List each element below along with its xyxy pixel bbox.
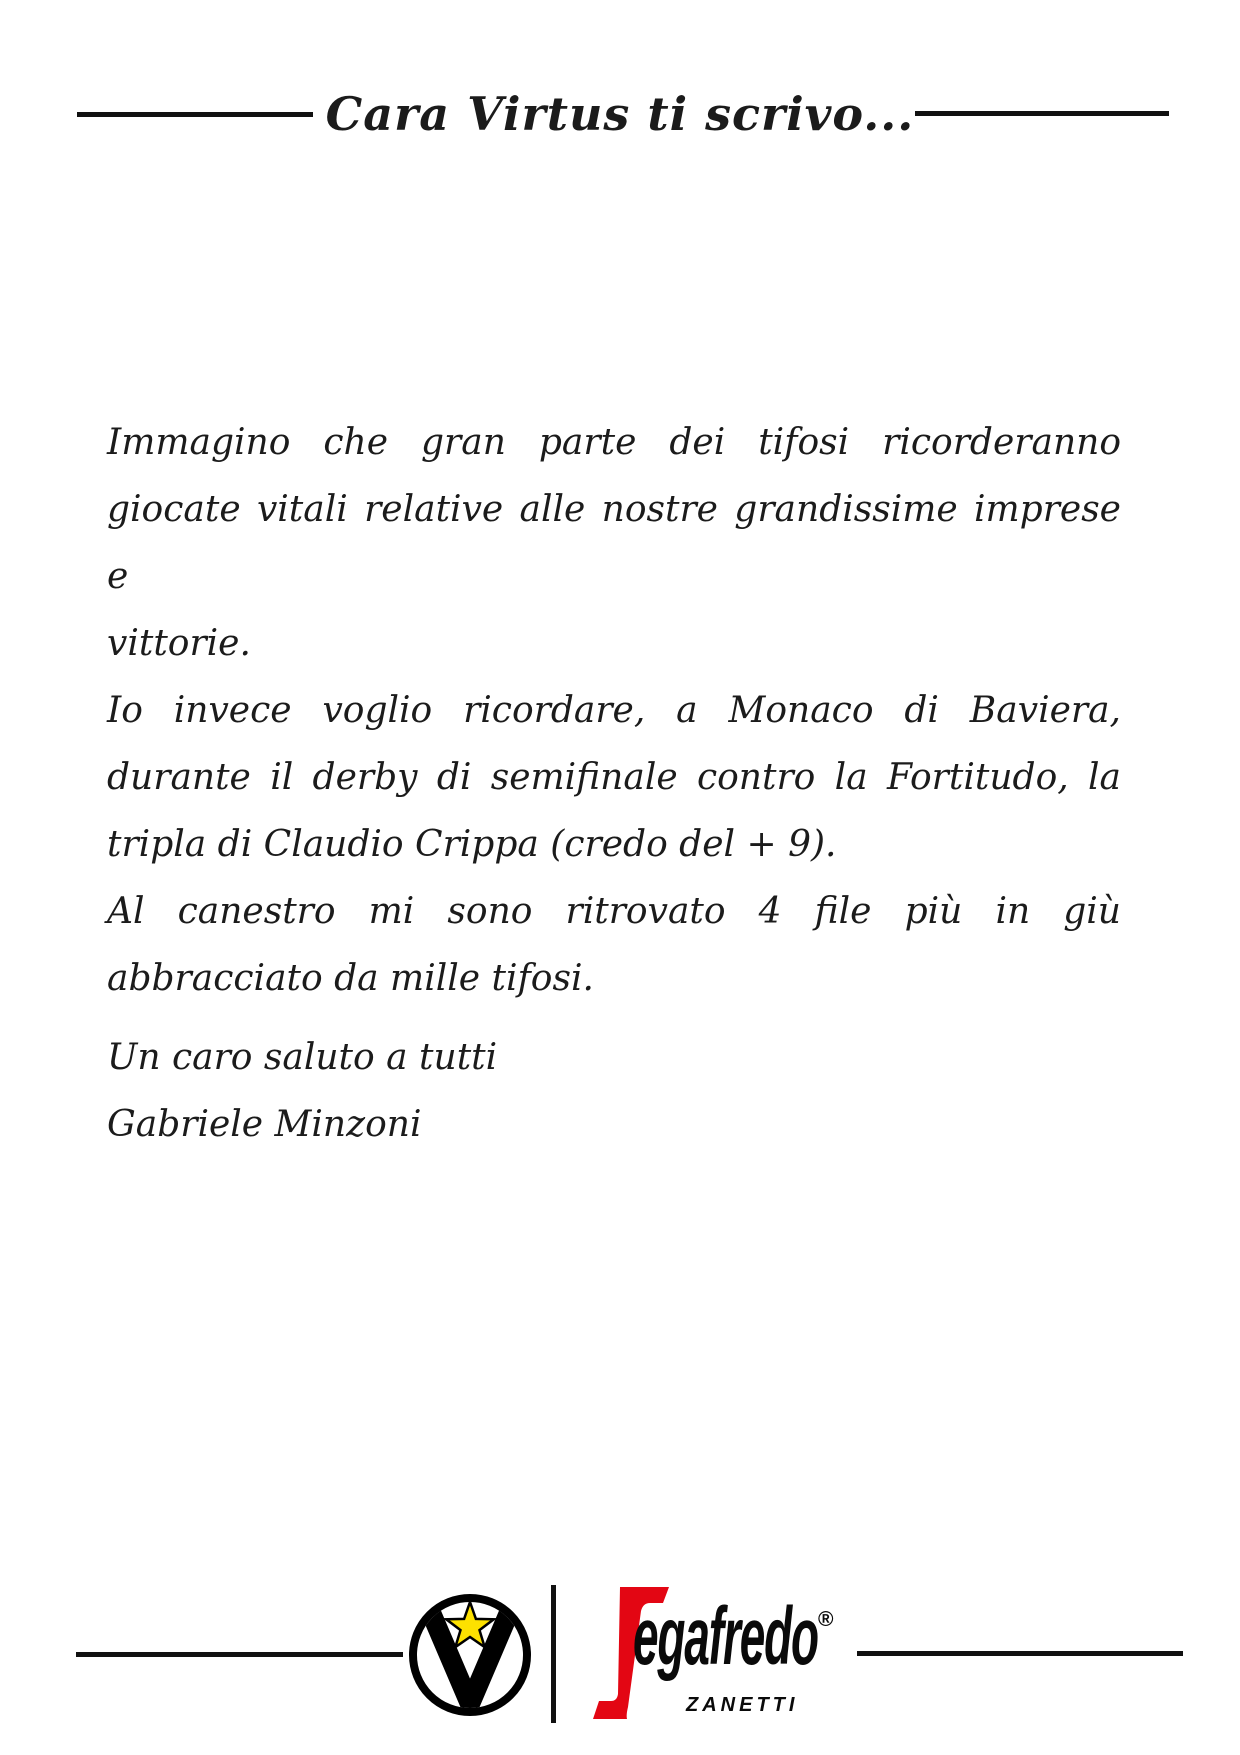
letter-line: giocate vitali relative alle nostre grandissime imprese e bbox=[107, 489, 1121, 597]
letter-body bbox=[107, 409, 1121, 1012]
page-title: Cara Virtus ti scrivo... bbox=[325, 87, 915, 141]
registered-mark: ® bbox=[818, 1608, 834, 1631]
letter-line: Al canestro mi sono ritrovato 4 file più in giù bbox=[107, 891, 1121, 932]
closing-line: Un caro saluto a tutti bbox=[107, 1037, 498, 1078]
virtus-bologna-logo-icon bbox=[409, 1594, 531, 1716]
letter-closing-block bbox=[107, 1024, 1121, 1158]
footer-right-rule bbox=[857, 1651, 1183, 1656]
footer-divider bbox=[551, 1585, 556, 1723]
letter-line: Immagino che gran parte dei tifosi ricorderanno bbox=[107, 422, 1121, 463]
segafredo-wordmark: egafredo bbox=[633, 1591, 818, 1682]
signature-line: Gabriele Minzoni bbox=[107, 1104, 422, 1145]
header-right-rule bbox=[915, 111, 1169, 116]
segafredo-zanetti-logo bbox=[575, 1580, 855, 1730]
footer-left-rule bbox=[76, 1652, 403, 1657]
header-left-rule bbox=[77, 112, 313, 117]
letter-line: tripla di Claudio Crippa (credo del + 9). bbox=[107, 824, 837, 865]
segafredo-zanetti-text: ZANETTI bbox=[686, 1694, 799, 1716]
letter-line: vittorie. bbox=[107, 623, 251, 664]
letter-line: abbracciato da mille tifosi. bbox=[107, 958, 594, 999]
letter-line: Io invece voglio ricordare, a Monaco di Baviera, bbox=[107, 690, 1121, 731]
letter-line: durante il derby di semifinale contro la Fortitudo, la bbox=[107, 757, 1121, 798]
